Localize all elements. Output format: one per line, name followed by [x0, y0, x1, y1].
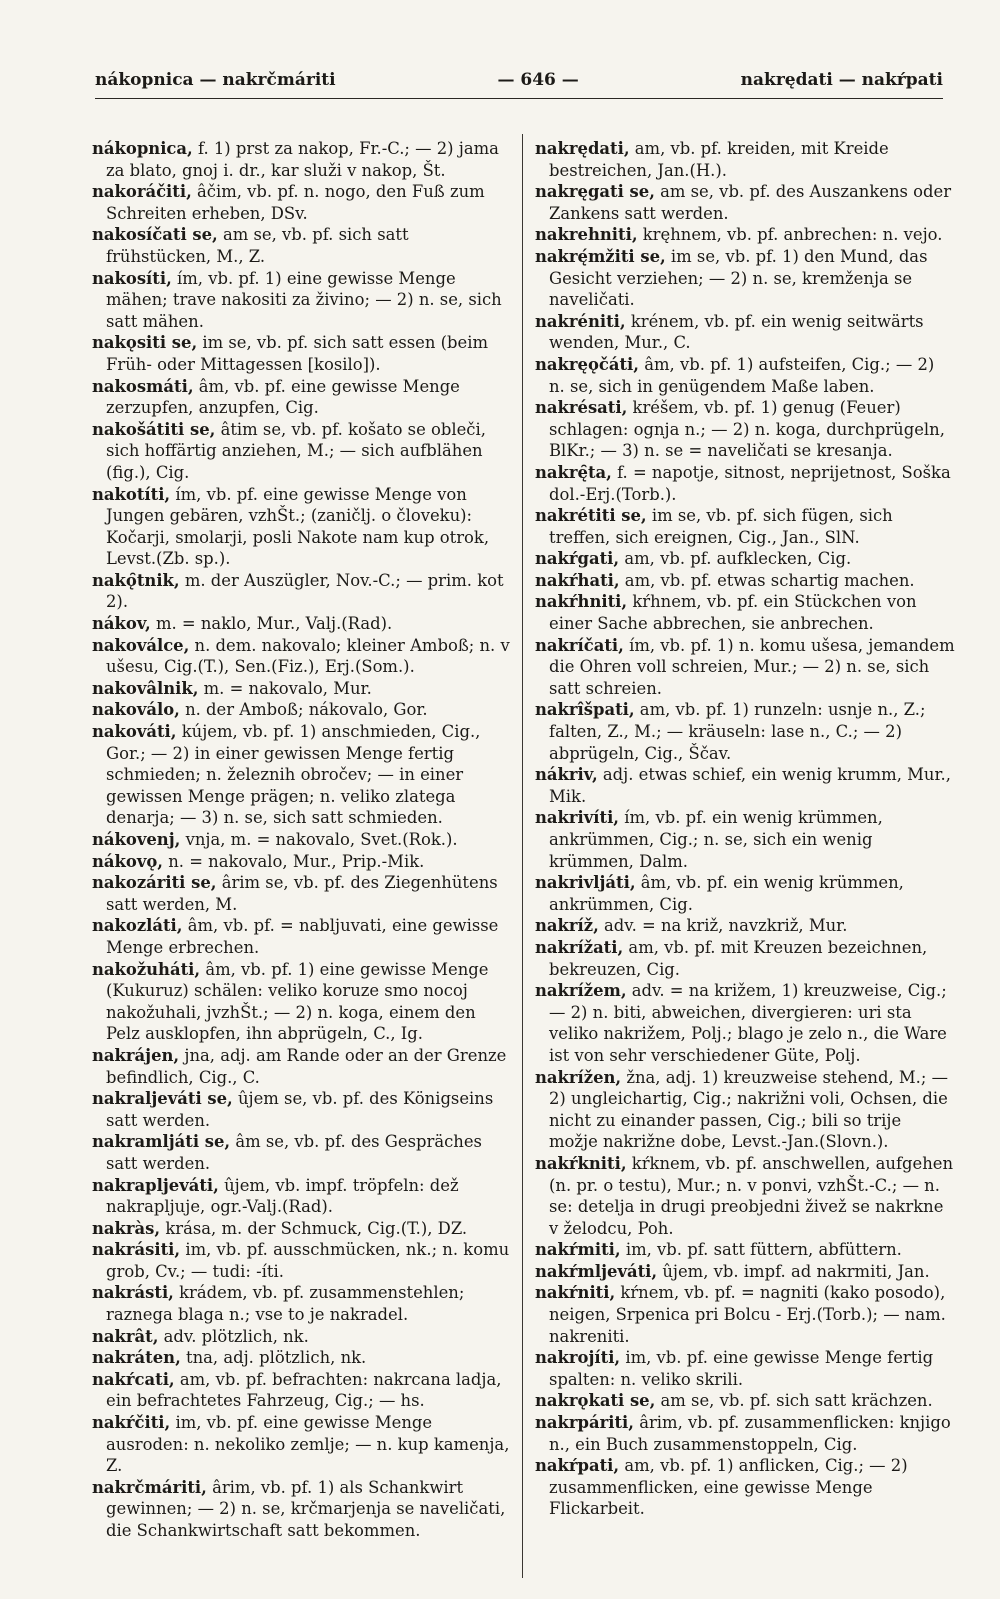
entry-headword: nakréniti,	[535, 311, 626, 331]
dictionary-entry	[535, 181, 955, 224]
entry-headword: nakrížati,	[535, 937, 624, 957]
entry-definition: krádem, vb. pf. zusammenstehlen; raznega blaga n.; vse to je nakradel.	[106, 1283, 465, 1325]
entry-headword: nakŕhniti,	[535, 592, 628, 612]
entry-definition: n. der Amboß; nákovalo, Gor.	[185, 700, 428, 720]
dictionary-entry	[535, 224, 955, 246]
entry-headword: nakrájen,	[92, 1045, 180, 1065]
dictionary-entry	[535, 1261, 955, 1283]
entry-definition: vnja, m. = nakovalo, Svet.(Rok.).	[185, 830, 458, 849]
entry-headword: nakrásti,	[92, 1283, 174, 1303]
entry-definition: f. = napotje, sitnost, neprijetnost, Soška dol.-Erj.(Torb.).	[549, 462, 951, 504]
dictionary-entry	[92, 635, 510, 678]
entry-headword: nakręgati se,	[535, 182, 655, 202]
dictionary-entry	[535, 1153, 955, 1239]
entry-definition: âtim se, vb. pf. košato se obleči, sich hoffärtig anziehen, M.; — sich aufblähen (fig.), Cig.	[106, 419, 486, 482]
entry-headword: nákovenj,	[92, 830, 181, 849]
entry-definition: adv. = na križem, 1) kreuzweise, Cig.; — 2) n. biti, abweichen, divergieren: uri sta veliko nakrižem, Polj.; blago je zelo n., die Ware ist von sehr verschiedener Güte, Polj.	[549, 981, 947, 1065]
entry-definition: am se, vb. pf. sich satt krächzen.	[660, 1391, 933, 1411]
entry-definition: am, vb. pf. kreiden, mit Kreide bestreichen, Jan.(H.).	[549, 139, 889, 180]
entry-definition: âm, vb. pf. eine gewisse Menge zerzupfen, anzupfen, Cig.	[106, 376, 460, 418]
dictionary-entry	[92, 1175, 510, 1218]
entry-definition: im, vb. pf. eine gewisse Menge fertig spalten: n. veliko skrili.	[549, 1348, 934, 1389]
entry-headword: nakrivljáti,	[535, 873, 636, 893]
dictionary-entry	[92, 332, 510, 375]
entry-definition: ûjem se, vb. pf. des Königseins satt werden.	[106, 1089, 494, 1130]
dictionary-entry	[92, 570, 510, 613]
dictionary-entry	[92, 1369, 510, 1412]
dictionary-entry	[92, 181, 510, 224]
entry-headword: nakŕpati,	[535, 1456, 620, 1476]
entry-headword: nakríčati,	[535, 635, 624, 655]
dictionary-entry	[92, 1218, 510, 1240]
dictionary-entry	[92, 1347, 510, 1369]
entry-headword: nakozáriti se,	[92, 873, 217, 893]
dictionary-entry	[535, 570, 955, 592]
entry-definition: kŕknem, vb. pf. anschwellen, aufgehen (n. pr. o testu), Mur.; n. v ponvi, vzhŠt.-C.; — n. se: detelja in drugi preobjedni živež se nakrkne v želodcu, Poh.	[549, 1153, 954, 1238]
entry-definition: m. der Auszügler, Nov.-C.; — prim. kot 2).	[106, 570, 504, 612]
dictionary-entry	[535, 1412, 955, 1455]
entry-definition: am, vb. pf. etwas schartig machen.	[624, 570, 915, 590]
dictionary-entry	[92, 1477, 510, 1542]
entry-definition: âm, vb. pf. ein wenig krümmen, ankrümmen, Cig.	[549, 873, 904, 914]
entry-definition: m. = naklo, Mur., Valj.(Rad).	[155, 614, 393, 634]
dictionary-entry	[92, 376, 510, 419]
header-right-title: nakrędati — nakŕpati	[740, 70, 943, 90]
dictionary-entry	[535, 1347, 955, 1390]
dictionary-entry	[92, 419, 510, 484]
dictionary-entry	[92, 829, 510, 851]
dictionary-entry	[92, 721, 510, 829]
entry-definition: kŕhnem, vb. pf. ein Stückchen von einer Sache abbrechen, sie anbrechen.	[549, 592, 917, 634]
entry-headword: nákriv,	[535, 765, 598, 785]
entry-definition: n. dem. nakovalo; kleiner Amboß; n. v ušesu, Cig.(T.), Sen.(Fiz.), Erj.(Som.).	[106, 635, 510, 677]
entry-definition: im, vb. pf. satt füttern, abfüttern.	[625, 1240, 902, 1260]
entry-headword: nakošátiti se,	[92, 419, 216, 439]
entry-headword: nakoválo,	[92, 700, 180, 720]
entry-headword: nakraljeváti se,	[92, 1089, 233, 1109]
entry-headword: nakŕčiti,	[92, 1413, 171, 1433]
entry-headword: nakrésati,	[535, 398, 628, 418]
dictionary-entry	[92, 699, 510, 721]
entry-headword: nakŕcati,	[92, 1369, 175, 1389]
dictionary-entry	[535, 937, 955, 980]
entry-headword: nakosíčati se,	[92, 225, 218, 245]
entry-definition: im, vb. pf. eine gewisse Menge ausroden: n. nekoliko zemlje; — n. kup kamenja, Z.	[106, 1413, 510, 1476]
entry-definition: âm se, vb. pf. des Gespräches satt werden.	[106, 1132, 482, 1173]
entry-headword: nákov,	[92, 614, 151, 634]
entry-definition: kŕnem, vb. pf. = nagniti (kako posodo), neigen, Srpenica pri Bolcu - Erj.(Torb.); — nam. nakreniti.	[549, 1283, 946, 1346]
entry-definition: n. = nakovalo, Mur., Prip.-Mik.	[168, 851, 425, 871]
dictionary-entry	[535, 915, 955, 937]
entry-headword: nakŕhati,	[535, 570, 620, 590]
dictionary-entry	[92, 1131, 510, 1174]
entry-headword: nakŕniti,	[535, 1283, 616, 1303]
page-number: — 646 —	[497, 70, 579, 90]
dictionary-entry	[92, 1412, 510, 1477]
entry-headword: nákopnica,	[92, 139, 193, 158]
dictionary-entry	[92, 872, 510, 915]
dictionary-entry	[535, 138, 955, 181]
entry-definition: adj. etwas schief, ein wenig krumm, Mur., Mik.	[549, 765, 951, 806]
entry-headword: nakoráčiti,	[92, 182, 192, 202]
dictionary-entry	[535, 1282, 955, 1347]
entry-headword: nakŕmiti,	[535, 1240, 621, 1260]
dictionary-entry	[92, 613, 510, 635]
entry-definition: am, vb. pf. befrachten: nakrcana ladja, ein befrachtetes Fahrzeug, Cig.; — hs.	[106, 1369, 502, 1411]
dictionary-entry	[535, 1455, 955, 1520]
entry-definition: âm, vb. pf. 1) eine gewisse Menge (Kukuruz) schälen: veliko koruze smo nocoj nakožuhali, jvzhŠt.; — 2) n. koga, einem den Pelz ausklopfen, ihn abprügeln, C., Ig.	[106, 959, 489, 1044]
entry-definition: žna, adj. 1) kreuzweise stehend, M.; — 2) ungleichartig, Cig.; nakrižni voli, Ochsen, die nicht zu einander passen, Cig.; bili so trije možje nakrižne dobe, Levst.-Jan.(Slovn.).	[549, 1067, 949, 1152]
entry-definition: adv. = na križ, navzkriž, Mur.	[604, 916, 848, 936]
entry-headword: nakrǫkati se,	[535, 1391, 656, 1411]
entry-headword: nákovǫ,	[92, 851, 163, 871]
dictionary-entry	[535, 1390, 955, 1412]
dictionary-entry	[92, 1239, 510, 1282]
entry-headword: nakrapljeváti,	[92, 1175, 219, 1195]
entry-headword: nakožuháti,	[92, 959, 201, 979]
entry-headword: nakrížen,	[535, 1067, 622, 1087]
dictionary-entry	[535, 505, 955, 548]
dictionary-entry	[535, 807, 955, 872]
entry-headword: nakŕgati,	[535, 549, 620, 569]
dictionary-entry	[92, 1045, 510, 1088]
column-divider	[522, 134, 523, 1578]
dictionary-entry	[535, 246, 955, 311]
entry-definition: ûjem, vb. impf. tröpfeln: dež nakrapljuje, ogr.-Valj.(Rad).	[106, 1175, 459, 1217]
entry-headword: nakotíti,	[92, 484, 171, 504]
entry-definition: ârim, vb. pf. 1) als Schankwirt gewinnen; — 2) n. se, krčmarjenja se naveličati, die Schankwirtschaft satt bekommen.	[106, 1477, 506, 1540]
entry-headword: nakrehniti,	[535, 225, 638, 245]
entry-definition: ûjem, vb. impf. ad nakrmiti, Jan.	[662, 1261, 930, 1281]
dictionary-entry	[535, 397, 955, 462]
dictionary-entry	[92, 484, 510, 570]
dictionary-entry	[535, 699, 955, 764]
entry-definition: ím, vb. pf. ein wenig krümmen, ankrümmen, Cig.; n. se, sich ein wenig krümmen, Dalm.	[549, 808, 883, 871]
entry-headword: nakrížem,	[535, 981, 627, 1001]
entry-headword: nakręǫčáti,	[535, 354, 639, 374]
entry-headword: nakramljáti se,	[92, 1132, 231, 1152]
entry-definition: kújem, vb. pf. 1) anschmieden, Cig., Gor.; — 2) in einer gewissen Menge fertig schmieden; n. železnih obročev; — in einer gewissen Menge prägen; n. veliko zlatega denarja; — 3) n. se, sich satt schmieden.	[106, 722, 481, 828]
entry-definition: im, vb. pf. ausschmücken, nk.; n. komu grob, Cv.; — tudi: -íti.	[106, 1240, 510, 1281]
entry-headword: nakrčmáriti,	[92, 1477, 207, 1497]
entry-headword: nakrétiti se,	[535, 506, 647, 526]
dictionary-entry	[92, 138, 510, 181]
entry-headword: nakǫsiti se,	[92, 333, 198, 353]
entry-headword: nakrojíti,	[535, 1348, 621, 1368]
entry-definition: ârim se, vb. pf. des Ziegenhütens satt werden, M.	[106, 873, 498, 914]
entry-definition: âm, vb. pf. = nabljuvati, eine gewisse Menge erbrechen.	[106, 916, 499, 957]
entry-definition: tna, adj. plötzlich, nk.	[186, 1348, 367, 1368]
entry-headword: nakosmáti,	[92, 376, 194, 396]
dictionary-entry	[92, 678, 510, 700]
dictionary-entry	[535, 872, 955, 915]
entry-headword: nakráten,	[92, 1348, 181, 1368]
entry-headword: nakrpáriti,	[535, 1413, 634, 1433]
entry-headword: nakŕkniti,	[535, 1153, 627, 1173]
dictionary-entry	[535, 548, 955, 570]
dictionary-entry	[535, 1067, 955, 1153]
dictionary-entry	[92, 959, 510, 1045]
dictionary-entry	[92, 268, 510, 333]
entry-headword: nakosíti,	[92, 268, 172, 288]
entry-headword: nakozláti,	[92, 916, 183, 936]
entry-headword: nakríž,	[535, 916, 599, 936]
entry-headword: nakrât,	[92, 1326, 159, 1346]
dictionary-entry	[92, 851, 510, 873]
dictionary-entry	[92, 1282, 510, 1325]
dictionary-entry	[535, 311, 955, 354]
entry-definition: ím, vb. pf. 1) n. komu ušesa, jemandem die Ohren voll schreien, Mur.; — 2) n. se, sich satt schreien.	[549, 635, 955, 698]
entry-headword: nakovâlnik,	[92, 678, 199, 698]
header-left-title: nákopnica — nakrčmáriti	[95, 70, 336, 90]
entry-headword: nakoválce,	[92, 635, 190, 655]
entry-headword: nakràs,	[92, 1218, 161, 1238]
entry-headword: nakrivíti,	[535, 808, 620, 828]
dictionary-entry	[92, 224, 510, 267]
dictionary-entry	[535, 591, 955, 634]
entry-definition: jna, adj. am Rande oder an der Grenze befindlich, Cig., C.	[106, 1045, 507, 1087]
entry-definition: f. 1) prst za nakop, Fr.-C.; — 2) jama za blato, gnoj i. dr., kar služi v nakop, Št.	[106, 139, 499, 180]
entry-headword: nakrędati,	[535, 139, 630, 158]
entry-definition: krása, m. der Schmuck, Cig.(T.), DZ.	[165, 1218, 468, 1238]
dictionary-entry	[92, 915, 510, 958]
entry-headword: nakŕmljeváti,	[535, 1261, 658, 1281]
entry-definition: am se, vb. pf. sich satt frühstücken, M., Z.	[106, 225, 409, 266]
dictionary-entry	[535, 635, 955, 700]
entry-headword: nakrę́mžiti se,	[535, 246, 666, 266]
dictionary-entry	[535, 1239, 955, 1261]
entry-definition: am se, vb. pf. des Auszankens oder Zankens satt werden.	[549, 182, 952, 223]
entry-headword: nakováti,	[92, 722, 177, 742]
entry-definition: am, vb. pf. 1) anflicken, Cig.; — 2) zusammenflicken, eine gewisse Menge Flickarbeit.	[549, 1456, 908, 1519]
entry-definition: am, vb. pf. aufklecken, Cig.	[624, 549, 852, 569]
entry-definition: krénem, vb. pf. ein wenig seitwärts wenden, Mur., C.	[549, 311, 924, 353]
left-column	[92, 138, 510, 1542]
entry-definition: im se, vb. pf. sich satt essen (beim Früh- oder Mittagessen [kosilo]).	[106, 333, 488, 374]
entry-definition: am, vb. pf. mit Kreuzen bezeichnen, bekreuzen, Cig.	[549, 937, 928, 979]
dictionary-entry	[535, 462, 955, 505]
entry-headword: nakrę̑ta,	[535, 462, 612, 482]
header-rule	[95, 98, 943, 99]
entry-definition: âm, vb. pf. 1) aufsteifen, Cig.; — 2) n. se, sich in genügendem Maße laben.	[549, 354, 935, 396]
dictionary-entry	[535, 980, 955, 1066]
entry-headword: nakrîšpati,	[535, 700, 635, 720]
dictionary-entry	[92, 1326, 510, 1348]
entry-definition: adv. plötzlich, nk.	[163, 1326, 309, 1346]
entry-definition: im se, vb. pf. sich fügen, sich treffen, sich ereignen, Cig., Jan., SlN.	[549, 506, 893, 547]
entry-definition: ârim, vb. pf. zusammenflicken: knjigo n., ein Buch zusammenstoppeln, Cig.	[549, 1413, 951, 1454]
entry-definition: kréšem, vb. pf. 1) genug (Feuer) schlagen: ognja n.; — 2) n. koga, durchprügeln, BlKr.; — 3) n. se = naveličati se kresanja.	[549, 398, 945, 461]
dictionary-entry	[535, 764, 955, 807]
entry-definition: m. = nakovalo, Mur.	[203, 678, 372, 698]
entry-definition: ím, vb. pf. eine gewisse Menge von Jungen gebären, vzhŠt.; (zaničlj. o človeku): Kočarji, smolarji, posli Nakote nam kup otrok, Levst.(Zb. sp.).	[106, 484, 490, 569]
entry-definition: ím, vb. pf. 1) eine gewisse Menge mähen; trave nakositi za živino; — 2) n. se, sich satt mähen.	[106, 268, 502, 331]
right-column	[535, 138, 955, 1520]
entry-headword: nakǫ̑tnik,	[92, 570, 180, 590]
page-header	[95, 66, 943, 94]
entry-headword: nakrásiti,	[92, 1240, 181, 1260]
entry-definition: am, vb. pf. 1) runzeln: usnje n., Z.; falten, Z., M.; — kräuseln: lase n., C.; — 2) abprügeln, Cig., Ščav.	[549, 700, 926, 763]
dictionary-entry	[92, 1088, 510, 1131]
dictionary-entry	[535, 354, 955, 397]
entry-definition: im se, vb. pf. 1) den Mund, das Gesicht verziehen; — 2) n. se, kremženja se naveličati.	[549, 246, 928, 310]
entry-definition: kręhnem, vb. pf. anbrechen: n. vejo.	[642, 225, 943, 245]
entry-definition: âčim, vb. pf. n. nogo, den Fuß zum Schreiten erheben, DSv.	[106, 182, 485, 223]
